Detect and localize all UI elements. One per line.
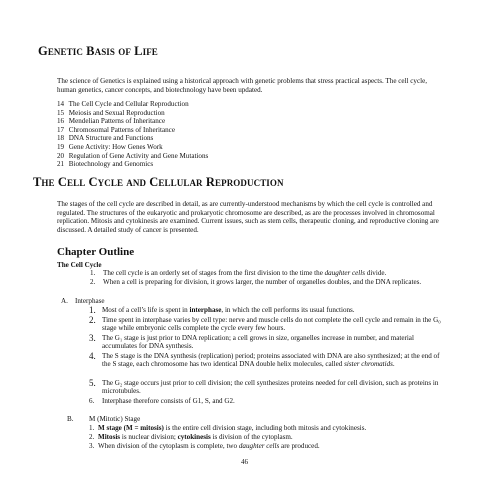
outline-item xyxy=(89,334,447,351)
item-text xyxy=(102,352,447,369)
item-text: The G₁ stage is just prior to DNA replication; a cell grows in size, organelles increase in number, and material accumulates for DNA synthesis. xyxy=(102,334,414,351)
outline-item xyxy=(89,397,447,405)
outline-subheading: The Cell Cycle xyxy=(57,261,102,269)
item-text-part: , in which the cell performs its usual functions. xyxy=(221,306,355,314)
section-title-cell-cycle: The Cell Cycle and Cellular Reproduction xyxy=(33,175,284,189)
outline-item xyxy=(89,442,447,450)
item-text-part: When division of the cytoplasm is complete, two xyxy=(98,442,239,450)
chapter-list-item xyxy=(57,117,357,126)
item-text-part: The cell cycle is an orderly set of stages from the first division to the time the xyxy=(103,269,325,277)
item-text-part: divide. xyxy=(365,269,387,277)
outline-section-b-label: B. xyxy=(67,415,74,423)
item-text xyxy=(98,433,447,441)
chapter-list-item xyxy=(57,143,357,152)
item-text-bold: M stage (M = mitosis) xyxy=(98,424,164,432)
item-number: 1. xyxy=(89,305,96,315)
item-text-part: The S stage is the DNA synthesis (replication) period; proteins associated with DNA are also synthesized; at the end of the S stage, each chromosome has two identical DNA double helix molecules, called xyxy=(102,352,440,369)
chapter-number: 14 xyxy=(57,100,65,108)
outline-item xyxy=(89,433,447,441)
outline-item xyxy=(90,278,445,286)
chapter-title: Regulation of Gene Activity and Gene Mutations xyxy=(68,151,209,160)
chapter-title: Chromosomal Patterns of Inheritance xyxy=(68,125,175,134)
chapter-number: 15 xyxy=(57,108,65,117)
section-intro: The science of Genetics is explained using a historical approach with genetic problems that stress practical aspects. The cell cycle, human genetics, cancer concepts, and biotechnology have been updated. xyxy=(57,77,427,94)
chapter-title: Gene Activity: How Genes Work xyxy=(68,142,163,151)
chapter-list-item xyxy=(57,109,357,118)
section-title-genetic-basis: Genetic Basis of Life xyxy=(38,44,158,58)
chapter-list-item xyxy=(57,134,357,143)
outline-item xyxy=(90,269,445,277)
item-text xyxy=(98,424,447,432)
outline-section-a-title: Interphase xyxy=(75,297,105,305)
outline-item xyxy=(89,352,447,369)
item-text: Interphase therefore consists of G1, S, and G2. xyxy=(102,397,235,405)
item-text-part: is division of the cytoplasm. xyxy=(210,433,293,441)
page-number: 46 xyxy=(241,458,249,466)
item-number: 2. xyxy=(89,433,95,441)
item-text xyxy=(102,306,447,314)
outline-item xyxy=(89,379,447,396)
item-number: 3. xyxy=(89,442,95,450)
item-number: 2. xyxy=(89,315,96,325)
item-number: 3. xyxy=(89,333,96,343)
item-text-bold: interphase xyxy=(189,306,222,314)
item-number: 5. xyxy=(89,378,96,388)
item-text-part: is nuclear division; xyxy=(120,433,178,441)
chapter-title: Biotechnology and Genomics xyxy=(68,160,154,169)
item-number: 1. xyxy=(89,424,95,432)
chapter-title: Meiosis and Sexual Reproduction xyxy=(68,108,165,117)
outline-item xyxy=(89,424,447,432)
chapter-list-item xyxy=(57,100,357,109)
outline-item xyxy=(89,306,447,314)
item-text-part: is the entire cell division stage, including both mitosis and cytokinesis. xyxy=(163,424,367,432)
chapter-number: 16 xyxy=(57,117,65,126)
item-number: 2. xyxy=(90,278,96,286)
chapter-title: DNA Structure and Functions xyxy=(68,134,154,143)
item-text-emphasis: sister chromatids xyxy=(344,360,393,369)
outline-section-a-label: A. xyxy=(61,297,68,305)
item-text-emphasis: daughter cells xyxy=(238,442,280,450)
outline-item xyxy=(89,316,447,333)
item-text: Time spent in interphase varies by cell type: nerve and muscle cells do not complete the cell cycle and remain in the G₀ stage while embryonic cells complete the cycle every few hours. xyxy=(102,316,441,333)
item-text-part: are produced. xyxy=(279,442,320,450)
chapter-number: 17 xyxy=(57,125,65,134)
chapter-outline-heading: Chapter Outline xyxy=(57,246,135,258)
item-text-bold: Mitosis xyxy=(98,433,121,441)
section-intro: The stages of the cell cycle are described in detail, as are currently-understood mechanisms by which the cell cycle is controlled and regulated. The structures of the eukaryotic and prokaryotic chromosome are described, as are the processes involved in chromosomal replication. Mitosis and cytokinesis are examined. Current issues, such as stem cells, therapeutic cloning, and reproductive cloning are discussed. A detailed study of cancer is presented. xyxy=(57,200,439,234)
item-text: The G₂ stage occurs just prior to cell division; the cell synthesizes proteins needed for cell division, such as proteins in microtubules. xyxy=(102,379,439,396)
chapter-number: 18 xyxy=(57,134,65,143)
item-text xyxy=(98,442,447,450)
item-text-part: . xyxy=(392,360,395,369)
chapter-list xyxy=(57,100,357,169)
item-text-emphasis: daughter cells xyxy=(324,269,366,277)
chapter-list-item xyxy=(57,160,357,169)
chapter-list-item xyxy=(57,126,357,135)
chapter-number: 20 xyxy=(57,151,65,160)
chapter-list-item xyxy=(57,152,357,161)
item-text: When a cell is preparing for division, it grows larger, the number of organelles doubles, and the DNA replicates. xyxy=(103,278,422,286)
chapter-number: 19 xyxy=(57,142,65,151)
item-text-bold: cytokinesis xyxy=(177,433,211,441)
chapter-title: Mendelian Patterns of Inheritance xyxy=(68,117,166,126)
item-number: 4. xyxy=(89,351,96,361)
item-text-part: Most of a cell’s life is spent in xyxy=(102,306,190,314)
item-number: 1. xyxy=(90,269,96,277)
item-number: 6. xyxy=(89,397,95,405)
chapter-number: 21 xyxy=(57,160,65,169)
chapter-title: The Cell Cycle and Cellular Reproduction xyxy=(68,100,189,108)
outline-section-b-title: M (Mitotic) Stage xyxy=(89,415,141,423)
item-text xyxy=(103,269,445,277)
